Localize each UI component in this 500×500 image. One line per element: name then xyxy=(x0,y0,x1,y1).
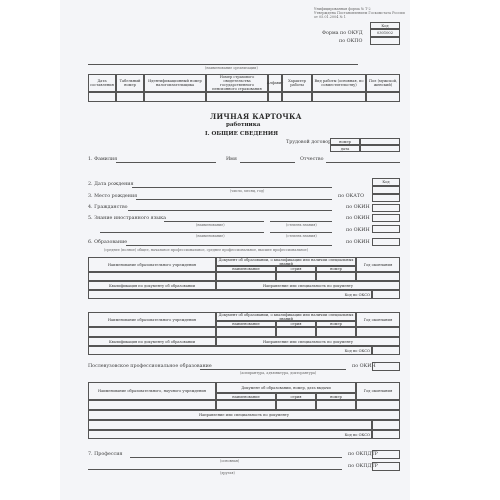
edu1-name-value[interactable] xyxy=(216,272,276,281)
language-caption-name-2: (наименование) xyxy=(196,234,225,238)
okin-code-2[interactable] xyxy=(372,214,400,222)
okpdtr-label-2: по ОКПДТР xyxy=(348,464,378,469)
postgrad-okin-label: по ОКИН xyxy=(352,364,376,369)
page-subtitle: работника xyxy=(226,122,261,128)
kod-header: Код xyxy=(370,22,400,29)
pg-sub-name: наименование xyxy=(216,393,276,400)
form-line-3: от 05.01.2004 № 1 xyxy=(314,15,346,19)
pg-col-document: Документ об образовании, номер, дата выдачи xyxy=(216,382,356,393)
education-label: 6. Образование xyxy=(88,240,128,245)
edu2-spec-label: Направление или специальность по документу xyxy=(216,337,400,346)
surname-label: 1. Фамилия xyxy=(88,157,118,162)
td-snils[interactable] xyxy=(206,92,268,102)
th-worktype: Вид работы (основная, по совместительству) xyxy=(312,74,366,92)
citizenship-field[interactable] xyxy=(128,210,332,211)
language-level-field[interactable] xyxy=(270,221,332,222)
okato-code[interactable] xyxy=(372,194,400,202)
birthdate-field[interactable] xyxy=(132,187,332,188)
edu2-name-value[interactable] xyxy=(216,327,276,337)
education-field[interactable] xyxy=(126,245,332,246)
birthdate-label: 2. Дата рождения xyxy=(88,182,134,187)
okato-label: по ОКАТО xyxy=(338,194,365,199)
patronymic-label: Отчество xyxy=(300,157,324,162)
contract-number-value[interactable] xyxy=(360,138,400,145)
th-alphabet: Алфавит xyxy=(268,74,282,92)
edu2-sub-series: серия xyxy=(276,321,316,327)
form-line-2: Утверждена Постановлением Госкомстата России xyxy=(314,11,405,15)
birthplace-field[interactable] xyxy=(136,199,332,200)
contract-date-label: дата xyxy=(330,145,360,152)
pg-institution-value[interactable] xyxy=(88,400,216,410)
edu2-year-value[interactable] xyxy=(356,327,400,337)
th-character: Характер работы xyxy=(282,74,312,92)
profession-other-field[interactable] xyxy=(88,469,342,470)
th-sex: Пол (мужской, женский) xyxy=(366,74,400,92)
edu1-qual-label: Квалификация по документу об образовании xyxy=(88,281,216,290)
edu1-col-document: Документ об образовании, о квалификации или наличии специальных знаний xyxy=(216,257,356,266)
page-title: ЛИЧНАЯ КАРТОЧКА xyxy=(210,112,302,121)
edu1-institution-value[interactable] xyxy=(88,272,216,281)
okpo-label: по ОКПО xyxy=(339,39,363,44)
pg-sub-series: серия xyxy=(276,393,316,400)
okpdtr-label-1: по ОКПДТР xyxy=(348,452,378,457)
name-label: Имя xyxy=(226,157,237,162)
td-sex[interactable] xyxy=(366,92,400,102)
pg-series-value[interactable] xyxy=(276,400,316,410)
td-inn[interactable] xyxy=(144,92,206,102)
okpdtr-code-1[interactable] xyxy=(372,450,400,459)
language-caption-level-2: (степень знания) xyxy=(286,234,317,238)
td-worktype[interactable] xyxy=(312,92,366,102)
language-label: 5. Знание иностранного языка xyxy=(88,216,166,221)
birthdate-caption: (число, месяц, год) xyxy=(230,189,265,193)
form-line-1: Унифицированная форма № Т-2 xyxy=(314,7,371,11)
profession-caption-main: (основная) xyxy=(220,459,240,463)
okin-label-4: по ОКИН xyxy=(346,240,370,245)
edu1-okso-value[interactable] xyxy=(372,290,400,299)
surname-field[interactable] xyxy=(116,162,216,163)
kod-column-header: Код xyxy=(372,178,400,186)
edu2-col-document: Документ об образовании, о квалификации или наличии специальных знаний xyxy=(216,312,356,321)
section-title: I. ОБЩИЕ СВЕДЕНИЯ xyxy=(205,131,279,137)
name-field[interactable] xyxy=(240,162,295,163)
org-caption: (наименование организации) xyxy=(205,66,258,70)
edu1-spec-label: Направление или специальность по документу xyxy=(216,281,400,290)
td-tabel[interactable] xyxy=(116,92,144,102)
edu1-series-value[interactable] xyxy=(276,272,316,281)
okin-code-4[interactable] xyxy=(372,238,400,246)
edu2-col-institution: Наименование образовательного учреждения xyxy=(88,312,216,327)
pg-okso-value[interactable] xyxy=(372,430,400,439)
edu1-sub-series: серия xyxy=(276,266,316,272)
okud-value: 0301002 xyxy=(370,29,400,37)
edu2-okso-label: Код по ОКСО xyxy=(88,346,372,355)
language-level-field-2[interactable] xyxy=(270,232,332,233)
edu2-sub-name: наименование xyxy=(216,321,276,327)
pg-sub-number: номер xyxy=(316,393,356,400)
birthdate-code[interactable] xyxy=(372,186,400,194)
language-caption-name: (наименование) xyxy=(196,223,225,227)
edu1-year-value[interactable] xyxy=(356,272,400,281)
pg-col-institution: Наименование образовательного, научного учреждения xyxy=(88,382,216,400)
edu1-sub-number: номер xyxy=(316,266,356,272)
th-date: Дата составления xyxy=(88,74,116,92)
pg-spec-value[interactable] xyxy=(88,420,372,430)
edu2-okso-value[interactable] xyxy=(372,346,400,355)
birthplace-label: 3. Место рождения xyxy=(88,194,138,199)
postgrad-label: Послевузовское профессиональное образование xyxy=(88,364,212,369)
edu1-col-year: Год окончания xyxy=(356,257,400,272)
postgrad-okin-value[interactable] xyxy=(372,362,400,371)
edu1-okso-label: Код по ОКСО xyxy=(88,290,372,299)
education-caption: (среднее (полное) общее, начальное профессиональное, среднее профессиональное, высшее профессиональное) xyxy=(104,248,309,252)
th-snils: Номер страхового свидетельства государственного пенсионного страхования xyxy=(206,74,268,92)
td-character[interactable] xyxy=(282,92,312,102)
patronymic-field[interactable] xyxy=(326,162,400,163)
pg-name-value[interactable] xyxy=(216,400,276,410)
profession-caption-other: (другая) xyxy=(220,471,235,475)
edu1-sub-name: наименование xyxy=(216,266,276,272)
edu2-qual-label: Квалификация по документу об образовании xyxy=(88,337,216,346)
pg-okso-label: Код по ОКСО xyxy=(88,430,372,439)
okin-label-3: по ОКИН xyxy=(346,228,370,233)
profession-main-field[interactable] xyxy=(130,457,342,458)
okin-code-3[interactable] xyxy=(372,225,400,233)
contract-label: Трудовой договор xyxy=(286,140,332,145)
pg-col-year: Год окончания xyxy=(356,382,400,400)
postgrad-caption: (аспирантура, адъюнктура, докторантура) xyxy=(240,371,317,375)
org-line[interactable] xyxy=(88,64,358,65)
language-name-field-2[interactable] xyxy=(100,232,264,233)
th-inn: Идентификационный номер налогоплательщика xyxy=(144,74,206,92)
td-alphabet[interactable] xyxy=(268,92,282,102)
edu1-col-institution: Наименование образовательного учреждения xyxy=(88,257,216,272)
th-tabel: Табельный номер xyxy=(116,74,144,92)
edu2-institution-value[interactable] xyxy=(88,327,216,337)
okpo-value[interactable] xyxy=(370,37,400,45)
edu1-number-value[interactable] xyxy=(316,272,356,281)
edu2-sub-number: номер xyxy=(316,321,356,327)
pg-year-value[interactable] xyxy=(356,400,400,410)
td-date[interactable] xyxy=(88,92,116,102)
contract-number-label: номер xyxy=(330,138,360,145)
edu2-col-year: Год окончания xyxy=(356,312,400,327)
okpdtr-code-2[interactable] xyxy=(372,462,400,471)
edu2-number-value[interactable] xyxy=(316,327,356,337)
postgrad-field[interactable] xyxy=(200,369,346,370)
pg-spec-code[interactable] xyxy=(372,420,400,430)
contract-date-value[interactable] xyxy=(360,145,400,152)
edu2-series-value[interactable] xyxy=(276,327,316,337)
okin-label-1: по ОКИН xyxy=(346,205,370,210)
pg-number-value[interactable] xyxy=(316,400,356,410)
pg-spec-label: Направление или специальность по документу xyxy=(88,410,400,420)
language-name-field[interactable] xyxy=(164,221,264,222)
okin-code-1[interactable] xyxy=(372,204,400,212)
okud-label: Форма по ОКУД xyxy=(322,31,363,36)
okin-label-2: по ОКИН xyxy=(346,216,370,221)
citizenship-label: 4. Гражданство xyxy=(88,205,128,210)
form-sheet xyxy=(60,0,410,500)
language-caption-level: (степень знания) xyxy=(286,223,317,227)
profession-label: 7. Профессия xyxy=(88,452,123,457)
